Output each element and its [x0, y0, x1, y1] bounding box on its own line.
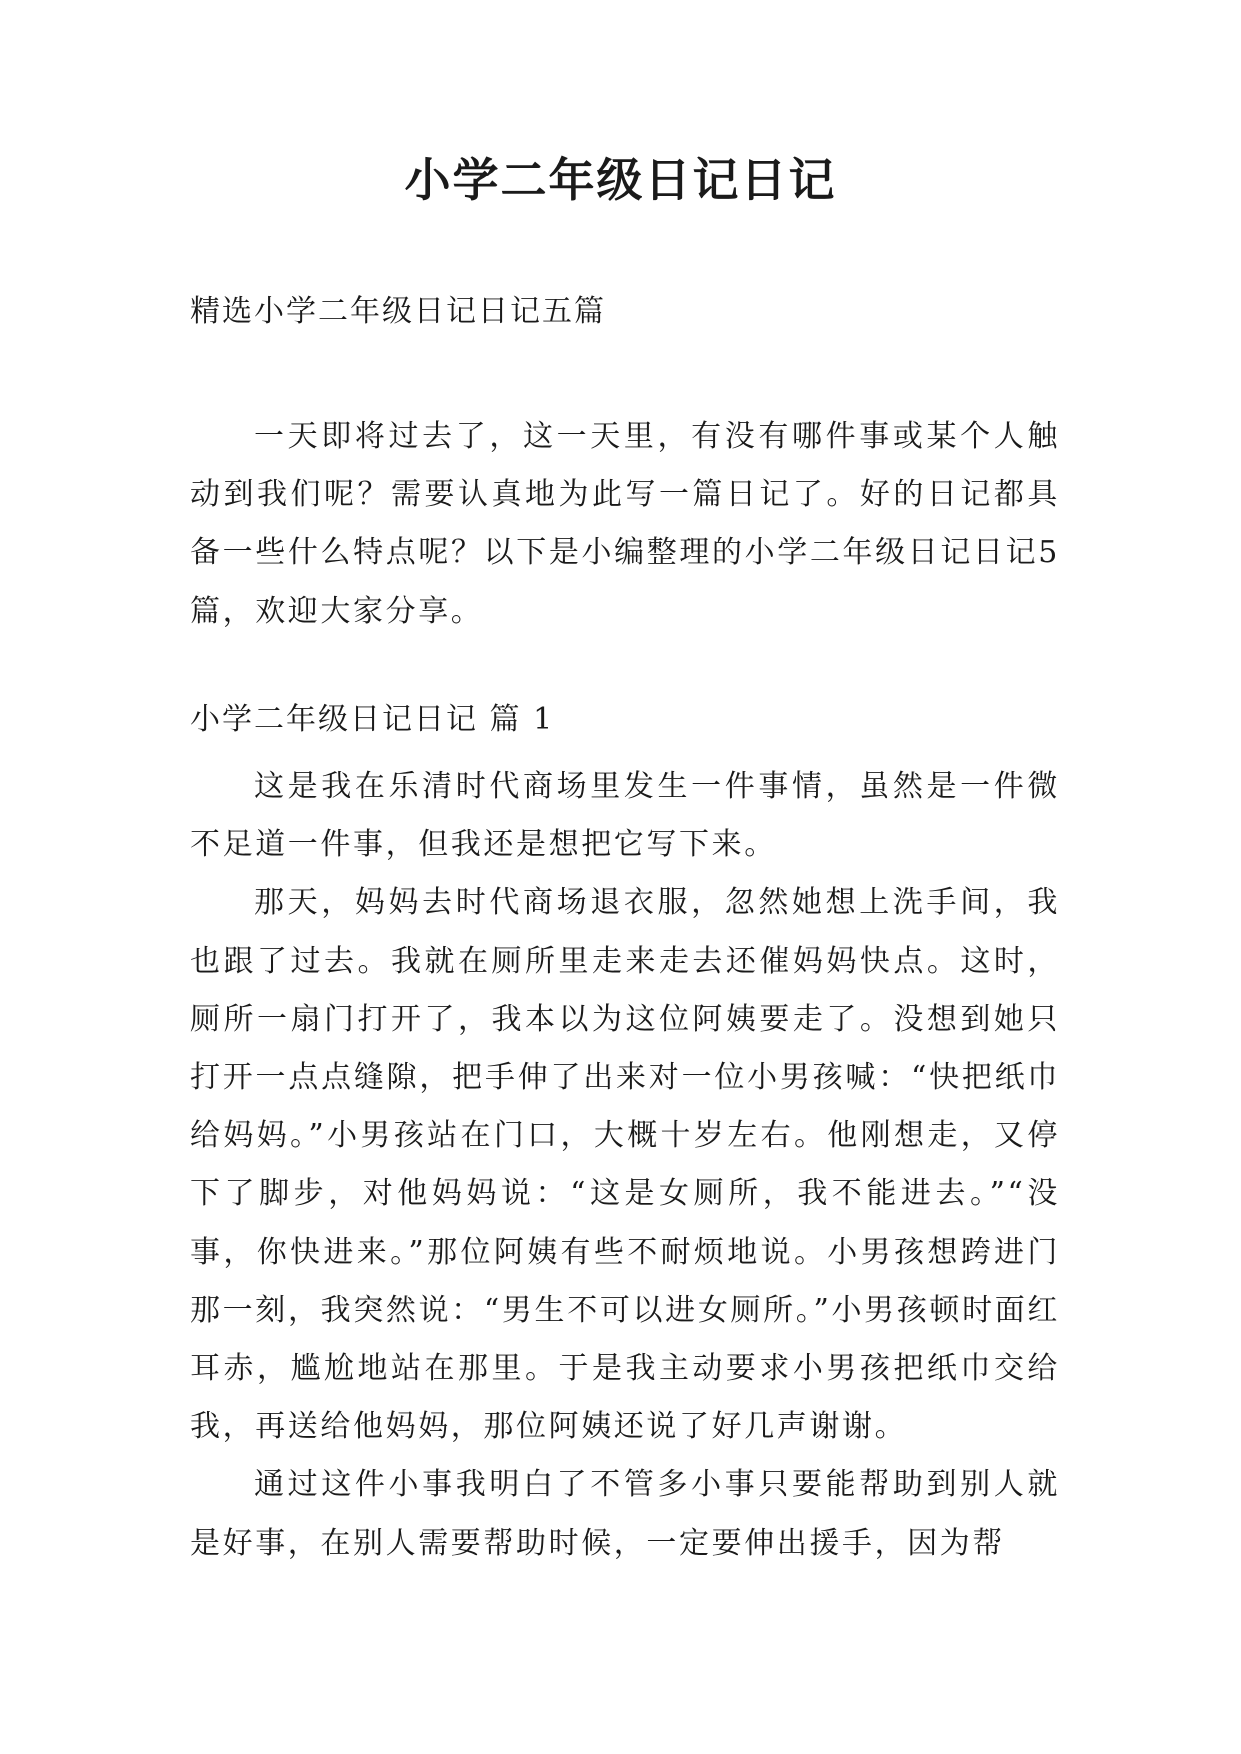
document-subtitle: 精选小学二年级日记日记五篇 [190, 294, 606, 329]
article-paragraph-3: 通过这件小事我明白了不管多小事只要能帮助到别人就是好事，在别人需要帮助时候，一定要伸出援手，因为帮 [190, 1467, 1060, 1561]
intro-section [190, 408, 1060, 641]
article-paragraph-1: 这是我在乐清时代商场里发生一件事情，虽然是一件微不足道一件事，但我还是想把它写下来。 [190, 769, 1060, 863]
article-paragraph-2: 那天，妈妈去时代商场退衣服，忽然她想上洗手间，我也跟了过去。我就在厕所里走来走去还催妈妈快点。这时，厕所一扇门打开了，我本以为这位阿姨要走了。没想到她只打开一点点缝隙，把手伸了出来对一位小男孩喊：“快把纸巾给妈妈。”小男孩站在门口，大概十岁左右。他刚想走，又停下了脚步，对他妈妈说：“这是女厕所，我不能进去。”“没事，你快进来。”那位阿姨有些不耐烦地说。小男孩想跨进门那一刻，我突然说：“男生不可以进女厕所。”小男孩顿时面红耳赤，尴尬地站在那里。于是我主动要求小男孩把纸巾交给我，再送给他妈妈，那位阿姨还说了好几声谢谢。 [190, 885, 1060, 1445]
section-heading: 小学二年级日记日记 篇 1 [190, 702, 555, 737]
article-body [190, 758, 1060, 1573]
intro-paragraph: 一天即将过去了，这一天里，有没有哪件事或某个人触动到我们呢？需要认真地为此写一篇日记了。好的日记都具备一些什么特点呢？以下是小编整理的小学二年级日记日记5篇，欢迎大家分享。 [190, 419, 1060, 629]
document-title: 小学二年级日记日记 [404, 153, 837, 207]
